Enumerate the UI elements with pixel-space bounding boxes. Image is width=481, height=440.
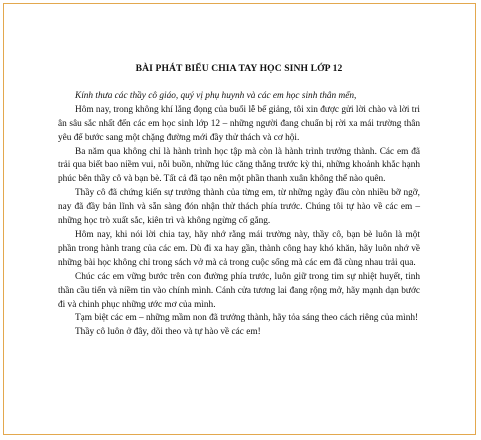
document-title: BÀI PHÁT BIỂU CHIA TAY HỌC SINH LỚP 12	[135, 63, 343, 74]
paragraph-4: Hôm nay, khi nói lời chia tay, hãy nhớ rằng mái trường này, thầy cô, bạn bè luôn là một phần trong hành trang của các em. Dù đi xa hay gần, thành công hay khó khăn, hãy luôn nhớ về những bài học không chỉ trong sách vở mà cả trong cuộc sống mà các em đã cùng nhau trải qua.	[58, 229, 420, 268]
paragraph-1: Hôm nay, trong không khí lắng đọng của buổi lễ bế giảng, tôi xin được gửi lời chào và lời tri ân sâu sắc nhất đến các em học sinh lớp 12 – những người đang chuẩn bị rời xa mái trường thân yêu để bước sang một chặng đường mới đầy thử thách và cơ hội.	[58, 104, 420, 143]
speech-document	[58, 62, 420, 340]
paragraph-2: Ba năm qua không chỉ là hành trình học tập mà còn là hành trình trưởng thành. Các em đã trải qua biết bao niềm vui, nỗi buồn, những lúc căng thẳng trước kỳ thi, những khoảnh khắc hạnh phúc bên thầy cô và bạn bè. Tất cả đã tạo nên một phần thanh xuân không thể nào quên.	[58, 146, 420, 185]
paragraph-7: Thầy cô luôn ở đây, dõi theo và tự hào về các em!	[75, 327, 261, 338]
paragraph-6: Tạm biệt các em – những mầm non đã trưởng thành, hãy tỏa sáng theo cách riêng của mình!	[75, 313, 419, 324]
paragraph-5: Chúc các em vững bước trên con đường phía trước, luôn giữ trong tim sự nhiệt huyết, tinh thần cầu tiến và niềm tin vào chính mình. Cánh cửa tương lai đang rộng mở, hãy mạnh dạn bước đi và chinh phục những ước mơ của mình.	[58, 271, 420, 310]
paragraph-3: Thầy cô đã chứng kiến sự trưởng thành của từng em, từ những ngày đầu còn nhiều bỡ ngỡ, nay đã đầy bản lĩnh và sẵn sàng đón nhận thử thách phía trước. Chúng tôi tự hào về các em – những học trò xuất sắc, kiên trì và không ngừng cố gắng.	[58, 188, 420, 227]
greeting-line: Kính thưa các thầy cô giáo, quý vị phụ huynh và các em học sinh thân mến,	[75, 90, 357, 101]
